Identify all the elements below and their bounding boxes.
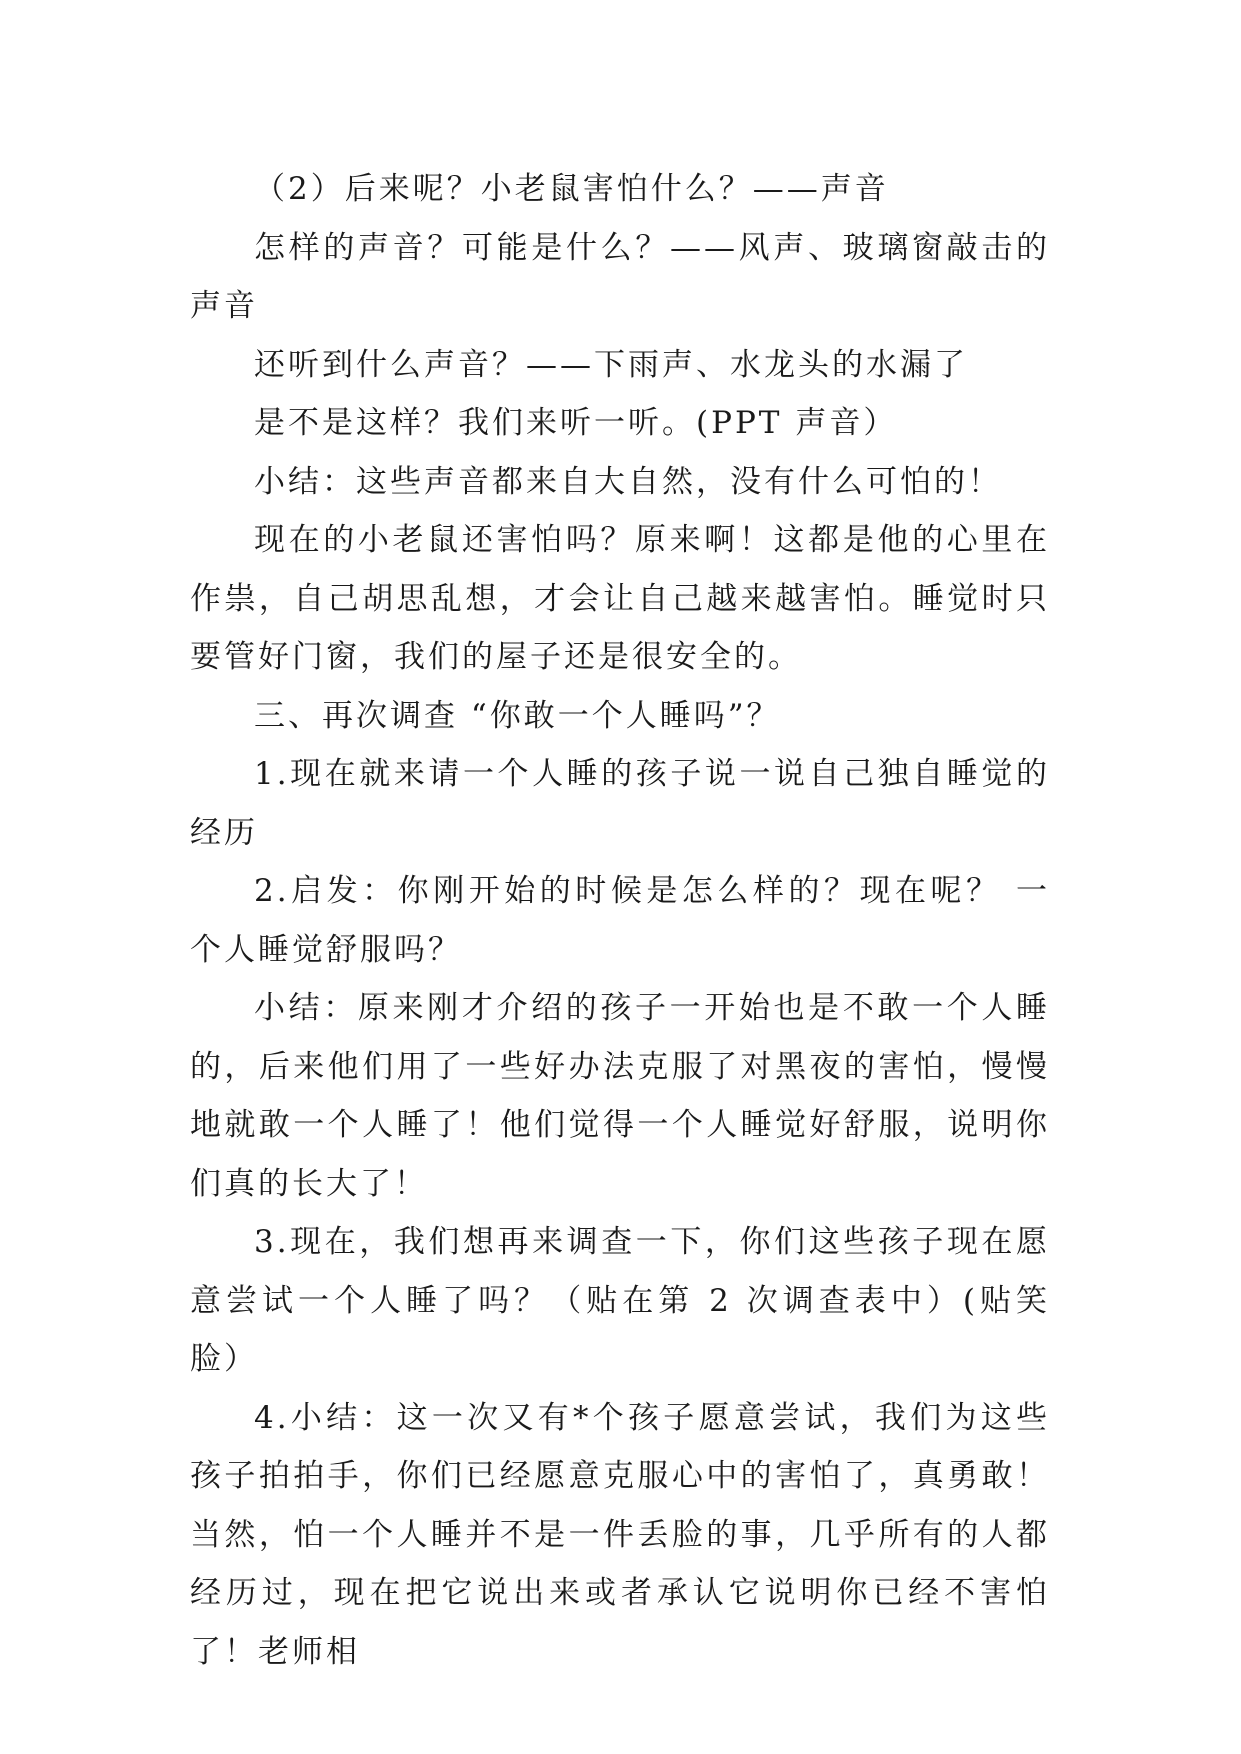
paragraph: 3.现在，我们想再来调查一下，你们这些孩子现在愿意尝试一个人睡了吗？（贴在第 2 次调查表中）(贴笑脸） bbox=[190, 1224, 1050, 1377]
paragraph: （2）后来呢？小老鼠害怕什么？——声音 bbox=[254, 171, 889, 207]
paragraph: 是不是这样？我们来听一听。(PPT 声音） bbox=[254, 405, 898, 441]
paragraph: 现在的小老鼠还害怕吗？原来啊！这都是他的心里在作祟，自己胡思乱想，才会让自己越来越害怕。睡觉时只要管好门窗，我们的屋子还是很安全的。 bbox=[190, 522, 1050, 675]
paragraph: 还听到什么声音？——下雨声、水龙头的水漏了 bbox=[254, 346, 968, 383]
paragraph: 2.启发：你刚开始的时候是怎么样的？现在呢？ 一个人睡觉舒服吗？ bbox=[190, 873, 1050, 968]
paragraph: 怎样的声音？可能是什么？——风声、玻璃窗敲击的声音 bbox=[190, 229, 1050, 324]
paragraph: 小结：原来刚才介绍的孩子一开始也是不敢一个人睡的，后来他们用了一些好办法克服了对黑夜的害怕，慢慢地就敢一个人睡了！他们觉得一个人睡觉好舒服，说明你们真的长大了！ bbox=[190, 990, 1050, 1202]
document-body bbox=[190, 160, 1050, 1681]
paragraph: 4.小结：这一次又有*个孩子愿意尝试，我们为这些孩子拍拍手，你们已经愿意克服心中的害怕了，真勇敢！当然，怕一个人睡并不是一件丢脸的事，几乎所有的人都经历过，现在把它说出来或者承认它说明你已经不害怕了！老师相 bbox=[190, 1399, 1050, 1670]
paragraph: 小结：这些声音都来自大自然，没有什么可怕的！ bbox=[254, 463, 1002, 500]
section-heading: 三、再次调查 “你敢一个人睡吗”？ bbox=[254, 697, 781, 734]
paragraph: 1.现在就来请一个人睡的孩子说一说自己独自睡觉的经历 bbox=[190, 756, 1050, 851]
